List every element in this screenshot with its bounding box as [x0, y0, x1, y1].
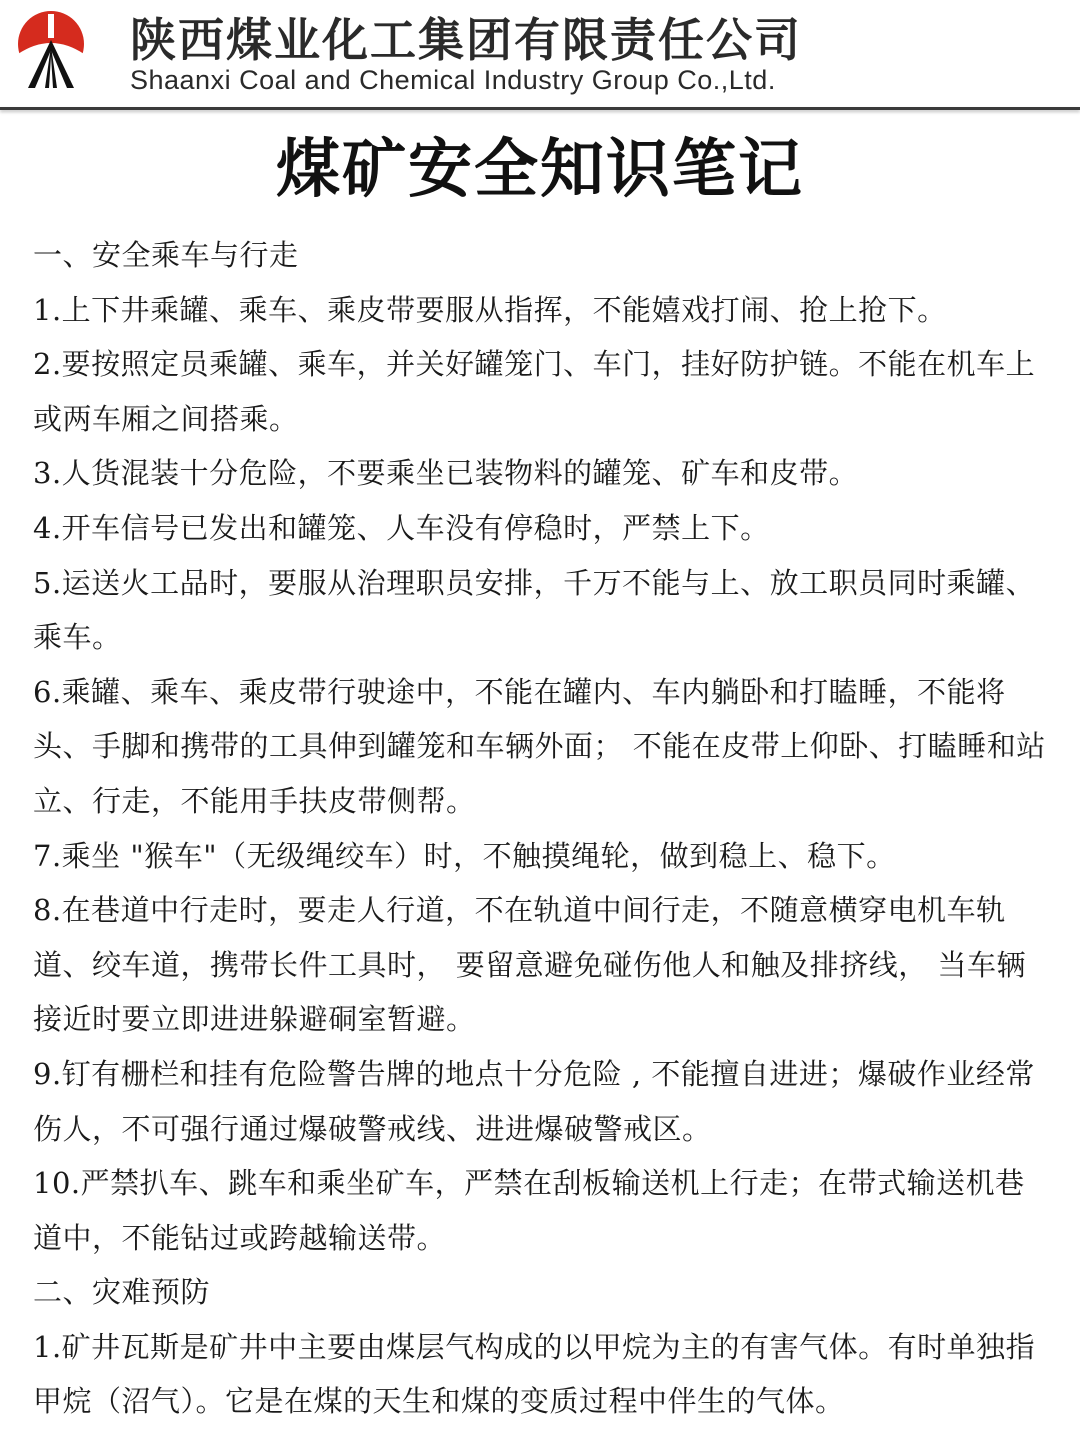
list-item: 9.钉有栅栏和挂有危险警告牌的地点十分危险 , 不能擅自进进；爆破作业经常伤人，不可强行通过爆破警戒线、进进爆破警戒区。: [33, 1056, 1035, 1146]
list-item: 1.矿井瓦斯是矿井中主要由煤层气构成的以甲烷为主的有害气体。有时单独指甲烷（沼气）。它是在煤的天生和煤的变质过程中伴生的气体。: [33, 1329, 1036, 1419]
header-divider: [0, 107, 1080, 110]
list-item: 8.在巷道中行走时，要走人行道，不在轨道中间行走，不随意横穿电机车轨道、绞车道，携带长件工具时， 要留意避免碰伤他人和触及排挤线， 当车辆接近时要立即进进躲避硐室暂避。: [33, 893, 1026, 1037]
section-heading: 一、安全乘车与行走: [33, 238, 299, 272]
document-body: [33, 228, 1048, 1429]
company-name-english: Shaanxi Coal and Chemical Industry Group Co.,Ltd.: [130, 65, 776, 95]
document-title: 煤矿安全知识笔记: [276, 132, 804, 207]
shaanxi-coal-logo-icon: [10, 8, 92, 90]
section-heading: 二、灾难预防: [33, 1275, 211, 1310]
list-item: 3.人货混装十分危险，不要乘坐已装物料的罐笼、矿车和皮带。: [33, 456, 859, 491]
letterhead: [0, 0, 1080, 110]
list-item: 4.开车信号已发出和罐笼、人车没有停稳时，严禁上下。: [33, 510, 770, 545]
list-item: 2.要按照定员乘罐、乘车，并关好罐笼门、车门，挂好防护链。不能在机车上或两车厢之间搭乘。: [33, 347, 1036, 436]
list-item: 5.运送火工品时，要服从治理职员安排，千万不能与上、放工职员同时乘罐、乘车。: [33, 565, 1036, 655]
list-item: 1.上下井乘罐、乘车、乘皮带要服从指挥，不能嬉戏打闹、抢上抢下。: [33, 292, 947, 327]
company-name-chinese: 陕西煤业化工集团有限责任公司: [130, 13, 802, 67]
list-item: 7.乘坐 "猴车"（无级绳绞车）时，不触摸绳轮，做到稳上、稳下。: [33, 838, 896, 873]
list-item: 6.乘罐、乘车、乘皮带行驶途中，不能在罐内、车内躺卧和打瞌睡，不能将头、手脚和携带的工具伸到罐笼和车辆外面； 不能在皮带上仰卧、打瞌睡和站立、行走，不能用手扶皮带侧帮。: [33, 674, 1046, 818]
list-item: 10.严禁扒车、跳车和乘坐矿车，严禁在刮板输送机上行走；在带式输送机巷道中，不能钻过或跨越输送带。: [33, 1166, 1025, 1255]
